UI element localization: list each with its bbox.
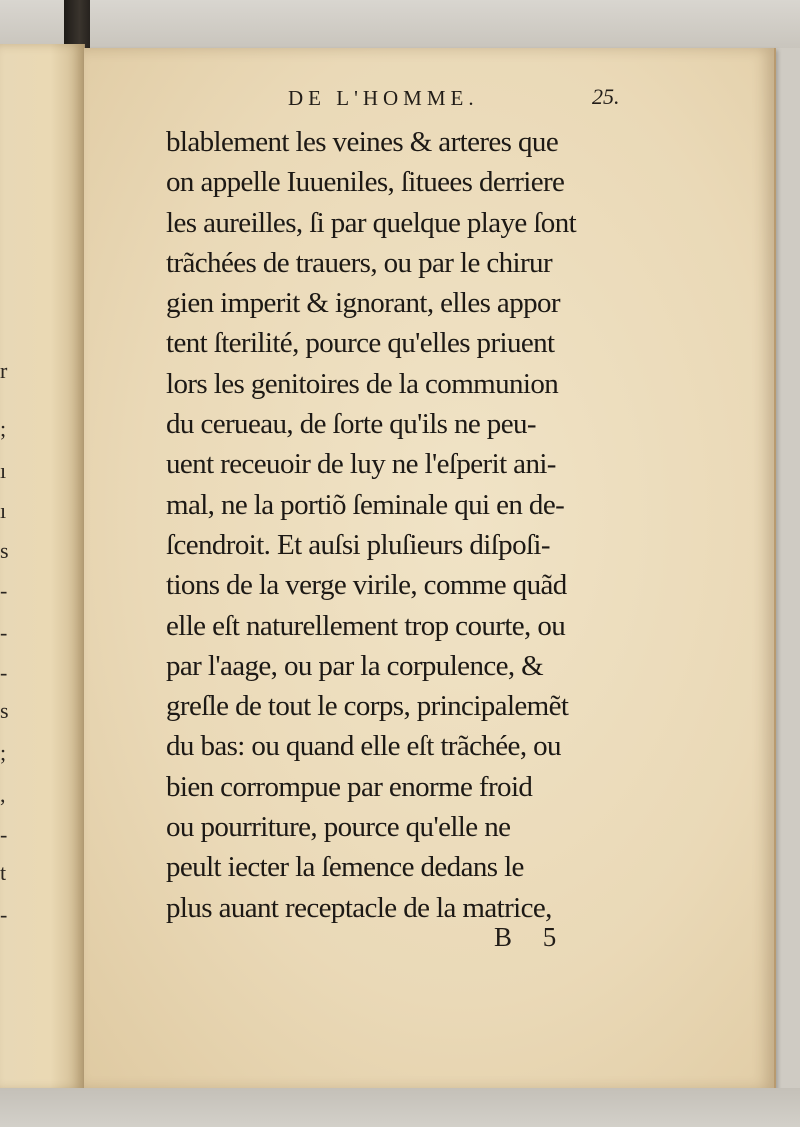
text-line: blablement les veines & arteres que bbox=[166, 126, 559, 158]
text-line: du bas: ou quand elle eſt trãchée, ou bbox=[166, 730, 561, 763]
text-line: ſcendroit. Et auſsi pluſieurs diſpoſi- bbox=[166, 528, 550, 561]
text-line: par l'aage, ou par la corpulence, & bbox=[166, 649, 544, 682]
scanner-background-bottom bbox=[0, 1088, 800, 1127]
text-line: ou pourriture, pource qu'elle ne bbox=[166, 811, 511, 844]
text-line: du cerueau, de ſorte qu'ils ne peu- bbox=[166, 408, 536, 441]
text-line: mal, ne la portiõ ſeminale qui en de- bbox=[166, 488, 565, 521]
text-line: peult iecter la ſemence dedans le bbox=[166, 851, 524, 884]
signature-mark: B 5 bbox=[494, 922, 569, 952]
left-page-edge-mark: - bbox=[0, 578, 8, 603]
left-page-edge-mark: s bbox=[0, 698, 9, 723]
text-line: trãchées de trauers, ou par le chirur bbox=[166, 246, 553, 279]
left-page-edge-mark: - bbox=[0, 620, 8, 645]
running-head: DE L'HOMME. bbox=[288, 86, 479, 110]
text-line: on appelle Iuueniles, ſituees derriere bbox=[166, 166, 565, 199]
left-page-edge-mark: t bbox=[0, 860, 7, 885]
page-number: 25. bbox=[592, 84, 620, 109]
left-page-edge-mark: - bbox=[0, 822, 8, 847]
text-line: elle eſt naturellement trop courte, ou bbox=[166, 609, 566, 642]
left-page-edge-mark: , bbox=[0, 782, 6, 807]
left-page-edge bbox=[0, 44, 85, 1090]
body-text bbox=[166, 122, 636, 928]
text-line: uent receuoir de luy ne l'eſperit ani- bbox=[166, 448, 556, 481]
left-page-edge-mark: - bbox=[0, 902, 8, 927]
left-page-edge-mark: ; bbox=[0, 740, 7, 765]
text-line: les aureilles, ſi par quelque playe ſont bbox=[166, 206, 577, 239]
text-line: bien corrompue par enorme froid bbox=[166, 770, 533, 803]
text-line: greſle de tout le corps, principalemẽt bbox=[166, 690, 569, 723]
text-line: gien imperit & ignorant, elles appor bbox=[166, 287, 560, 320]
text-line: tions de la verge virile, comme quãd bbox=[166, 569, 567, 602]
text-line: lors les genitoires de la communion bbox=[166, 367, 559, 400]
left-page-edge-mark: r bbox=[0, 358, 8, 383]
text-line: tent ſterilité, pource qu'elles priuent bbox=[166, 327, 555, 360]
left-page-edge-mark: s bbox=[0, 538, 9, 563]
left-page-edge-mark: ı bbox=[0, 498, 7, 523]
text-line: plus auant receptacle de la matrice, bbox=[166, 891, 552, 924]
scanner-background-top bbox=[0, 0, 800, 48]
left-page-edge-mark: - bbox=[0, 660, 8, 685]
left-page-edge-mark: ı bbox=[0, 458, 7, 483]
left-page-edge-mark: ; bbox=[0, 416, 7, 441]
